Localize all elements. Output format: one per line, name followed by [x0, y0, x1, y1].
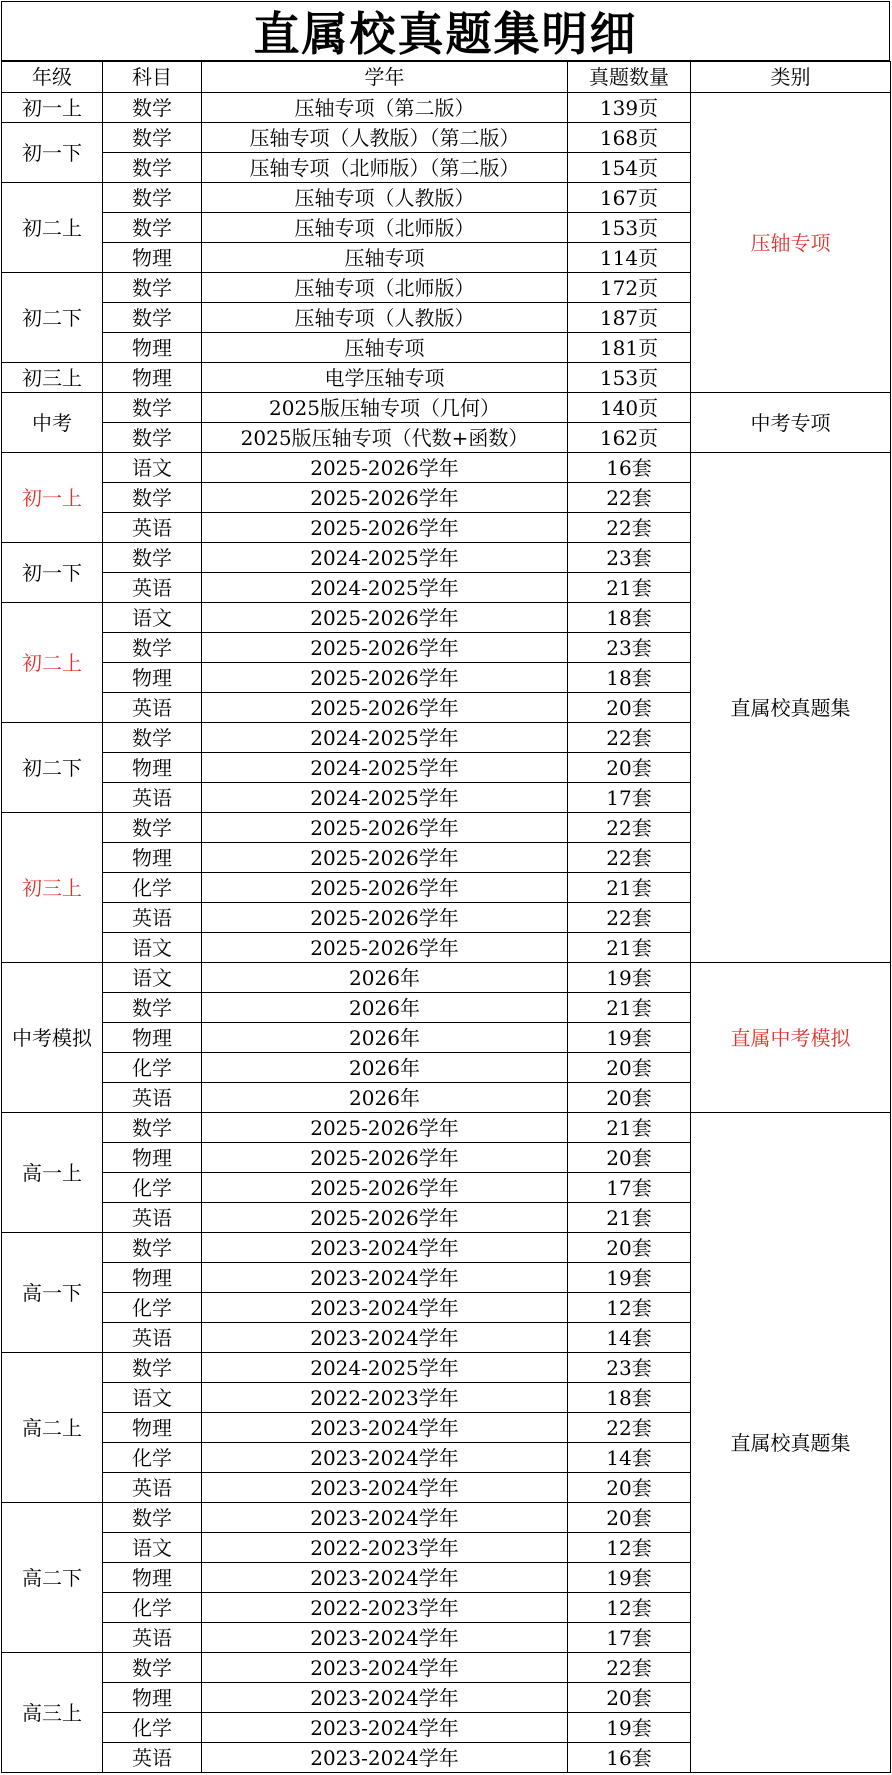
subject-cell: 物理	[103, 843, 202, 873]
school-year-cell: 压轴专项（北师版）	[202, 273, 568, 303]
grade-cell: 高一下	[2, 1233, 103, 1353]
count-cell: 21套	[568, 933, 691, 963]
subject-cell: 数学	[103, 423, 202, 453]
school-year-cell: 2025-2026学年	[202, 603, 568, 633]
school-year-cell: 压轴专项（北师版）（第二版）	[202, 153, 568, 183]
subject-cell: 英语	[103, 513, 202, 543]
subject-cell: 数学	[103, 393, 202, 423]
subject-cell: 语文	[103, 933, 202, 963]
category-cell: 中考专项	[691, 393, 891, 453]
subject-cell: 数学	[103, 1113, 202, 1143]
subject-cell: 数学	[103, 93, 202, 123]
subject-cell: 英语	[103, 1743, 202, 1773]
subject-cell: 物理	[103, 363, 202, 393]
grade-cell: 初二上	[2, 183, 103, 273]
subject-cell: 化学	[103, 1053, 202, 1083]
subject-cell: 化学	[103, 1443, 202, 1473]
header-category: 类别	[691, 62, 891, 93]
subject-cell: 数学	[103, 213, 202, 243]
school-year-cell: 压轴专项（人教版）	[202, 183, 568, 213]
school-year-cell: 2023-2024学年	[202, 1443, 568, 1473]
school-year-cell: 2026年	[202, 963, 568, 993]
page-title: 直属校真题集明细	[1, 1, 890, 61]
school-year-cell: 2024-2025学年	[202, 543, 568, 573]
school-year-cell: 压轴专项（人教版）（第二版）	[202, 123, 568, 153]
subject-cell: 数学	[103, 153, 202, 183]
school-year-cell: 2023-2024学年	[202, 1563, 568, 1593]
school-year-cell: 2025版压轴专项（代数+函数）	[202, 423, 568, 453]
subject-cell: 数学	[103, 1503, 202, 1533]
table-row	[2, 1113, 891, 1143]
school-year-cell: 2022-2023学年	[202, 1533, 568, 1563]
count-cell: 19套	[568, 1263, 691, 1293]
count-cell: 22套	[568, 903, 691, 933]
subject-cell: 数学	[103, 273, 202, 303]
grade-cell: 中考	[2, 393, 103, 453]
count-cell: 22套	[568, 513, 691, 543]
count-cell: 17套	[568, 1623, 691, 1653]
count-cell: 23套	[568, 1353, 691, 1383]
school-year-cell: 2022-2023学年	[202, 1593, 568, 1623]
category-cell: 直属中考模拟	[691, 963, 891, 1113]
count-cell: 20套	[568, 1233, 691, 1263]
subject-cell: 物理	[103, 1023, 202, 1053]
school-year-cell: 2024-2025学年	[202, 1353, 568, 1383]
count-cell: 22套	[568, 813, 691, 843]
count-cell: 22套	[568, 483, 691, 513]
subject-cell: 数学	[103, 1653, 202, 1683]
count-cell: 19套	[568, 1023, 691, 1053]
school-year-cell: 压轴专项（北师版）	[202, 213, 568, 243]
school-year-cell: 2023-2024学年	[202, 1263, 568, 1293]
count-cell: 167页	[568, 183, 691, 213]
count-cell: 140页	[568, 393, 691, 423]
school-year-cell: 压轴专项（人教版）	[202, 303, 568, 333]
school-year-cell: 压轴专项	[202, 243, 568, 273]
grade-cell: 初二下	[2, 723, 103, 813]
grade-cell: 初一下	[2, 543, 103, 603]
count-cell: 22套	[568, 723, 691, 753]
grade-cell: 初二上	[2, 603, 103, 723]
count-cell: 12套	[568, 1533, 691, 1563]
subject-cell: 语文	[103, 1383, 202, 1413]
subject-cell: 物理	[103, 243, 202, 273]
count-cell: 23套	[568, 543, 691, 573]
count-cell: 22套	[568, 1653, 691, 1683]
school-year-cell: 2023-2024学年	[202, 1413, 568, 1443]
grade-cell: 初二下	[2, 273, 103, 363]
count-cell: 168页	[568, 123, 691, 153]
subject-cell: 数学	[103, 993, 202, 1023]
grade-cell: 高二上	[2, 1353, 103, 1503]
school-year-cell: 2023-2024学年	[202, 1623, 568, 1653]
school-year-cell: 2025-2026学年	[202, 933, 568, 963]
subject-cell: 英语	[103, 783, 202, 813]
subject-cell: 英语	[103, 1473, 202, 1503]
count-cell: 19套	[568, 1563, 691, 1593]
subject-cell: 数学	[103, 1353, 202, 1383]
school-year-cell: 电学压轴专项	[202, 363, 568, 393]
school-year-cell: 2023-2024学年	[202, 1713, 568, 1743]
grade-cell: 初一上	[2, 453, 103, 543]
count-cell: 20套	[568, 753, 691, 783]
header-count: 真题数量	[568, 62, 691, 93]
count-cell: 16套	[568, 453, 691, 483]
school-year-cell: 2026年	[202, 993, 568, 1023]
subject-cell: 数学	[103, 303, 202, 333]
school-year-cell: 2023-2024学年	[202, 1653, 568, 1683]
subject-cell: 物理	[103, 1143, 202, 1173]
category-cell: 压轴专项	[691, 93, 891, 393]
school-year-cell: 2023-2024学年	[202, 1503, 568, 1533]
category-cell: 直属校真题集	[691, 453, 891, 963]
school-year-cell: 2024-2025学年	[202, 723, 568, 753]
table-row	[2, 393, 891, 423]
school-year-cell: 2025-2026学年	[202, 1173, 568, 1203]
header-grade: 年级	[2, 62, 103, 93]
subject-cell: 英语	[103, 1623, 202, 1653]
school-year-cell: 2024-2025学年	[202, 783, 568, 813]
subject-cell: 语文	[103, 603, 202, 633]
count-cell: 172页	[568, 273, 691, 303]
subject-cell: 数学	[103, 723, 202, 753]
subject-cell: 化学	[103, 1593, 202, 1623]
subject-cell: 数学	[103, 123, 202, 153]
subject-cell: 物理	[103, 1263, 202, 1293]
count-cell: 153页	[568, 363, 691, 393]
count-cell: 18套	[568, 1383, 691, 1413]
school-year-cell: 压轴专项	[202, 333, 568, 363]
count-cell: 21套	[568, 573, 691, 603]
table-body	[2, 93, 891, 1773]
subject-cell: 化学	[103, 1173, 202, 1203]
count-cell: 20套	[568, 693, 691, 723]
school-year-cell: 2023-2024学年	[202, 1683, 568, 1713]
count-cell: 16套	[568, 1743, 691, 1773]
subject-cell: 数学	[103, 543, 202, 573]
table-row	[2, 963, 891, 993]
subject-cell: 化学	[103, 1293, 202, 1323]
count-cell: 21套	[568, 1113, 691, 1143]
school-year-cell: 2025-2026学年	[202, 483, 568, 513]
count-cell: 162页	[568, 423, 691, 453]
school-year-cell: 2025-2026学年	[202, 663, 568, 693]
subject-cell: 数学	[103, 1233, 202, 1263]
school-year-cell: 2025版压轴专项（几何）	[202, 393, 568, 423]
grade-cell: 初三上	[2, 813, 103, 963]
count-cell: 20套	[568, 1143, 691, 1173]
count-cell: 21套	[568, 993, 691, 1023]
school-year-cell: 2026年	[202, 1053, 568, 1083]
count-cell: 19套	[568, 963, 691, 993]
grade-cell: 高二下	[2, 1503, 103, 1653]
count-cell: 22套	[568, 1413, 691, 1443]
grade-cell: 高一上	[2, 1113, 103, 1233]
school-year-cell: 2023-2024学年	[202, 1233, 568, 1263]
count-cell: 14套	[568, 1323, 691, 1353]
count-cell: 187页	[568, 303, 691, 333]
school-year-cell: 2025-2026学年	[202, 1113, 568, 1143]
school-year-cell: 2025-2026学年	[202, 903, 568, 933]
count-cell: 153页	[568, 213, 691, 243]
school-year-cell: 2025-2026学年	[202, 633, 568, 663]
subject-cell: 语文	[103, 1533, 202, 1563]
subject-cell: 语文	[103, 453, 202, 483]
subject-cell: 英语	[103, 1323, 202, 1353]
school-year-cell: 2025-2026学年	[202, 843, 568, 873]
subject-cell: 英语	[103, 903, 202, 933]
grade-cell: 初三上	[2, 363, 103, 393]
subject-cell: 英语	[103, 1203, 202, 1233]
subject-cell: 物理	[103, 1563, 202, 1593]
count-cell: 12套	[568, 1593, 691, 1623]
school-year-cell: 2024-2025学年	[202, 573, 568, 603]
count-cell: 17套	[568, 783, 691, 813]
subject-cell: 化学	[103, 1713, 202, 1743]
header-row	[2, 62, 891, 93]
subject-cell: 物理	[103, 333, 202, 363]
count-cell: 19套	[568, 1713, 691, 1743]
count-cell: 23套	[568, 633, 691, 663]
school-year-cell: 2026年	[202, 1083, 568, 1113]
subject-cell: 数学	[103, 633, 202, 663]
school-year-cell: 2023-2024学年	[202, 1293, 568, 1323]
count-cell: 22套	[568, 843, 691, 873]
school-year-cell: 2025-2026学年	[202, 873, 568, 903]
school-year-cell: 2024-2025学年	[202, 753, 568, 783]
school-year-cell: 2026年	[202, 1023, 568, 1053]
count-cell: 20套	[568, 1083, 691, 1113]
grade-cell: 中考模拟	[2, 963, 103, 1113]
count-cell: 18套	[568, 663, 691, 693]
count-cell: 20套	[568, 1503, 691, 1533]
subject-cell: 英语	[103, 1083, 202, 1113]
school-year-cell: 2025-2026学年	[202, 1143, 568, 1173]
school-year-cell: 2023-2024学年	[202, 1743, 568, 1773]
count-cell: 114页	[568, 243, 691, 273]
detail-table	[1, 61, 891, 1773]
count-cell: 21套	[568, 1203, 691, 1233]
grade-cell: 高三上	[2, 1653, 103, 1773]
header-school-year: 学年	[202, 62, 568, 93]
count-cell: 18套	[568, 603, 691, 633]
school-year-cell: 2025-2026学年	[202, 453, 568, 483]
subject-cell: 语文	[103, 963, 202, 993]
grade-cell: 初一上	[2, 93, 103, 123]
count-cell: 14套	[568, 1443, 691, 1473]
subject-cell: 物理	[103, 753, 202, 783]
count-cell: 20套	[568, 1473, 691, 1503]
header-subject: 科目	[103, 62, 202, 93]
count-cell: 139页	[568, 93, 691, 123]
school-year-cell: 2022-2023学年	[202, 1383, 568, 1413]
school-year-cell: 2025-2026学年	[202, 513, 568, 543]
spreadsheet	[1, 1, 891, 1773]
count-cell: 20套	[568, 1683, 691, 1713]
subject-cell: 数学	[103, 813, 202, 843]
table-row	[2, 93, 891, 123]
count-cell: 181页	[568, 333, 691, 363]
school-year-cell: 2025-2026学年	[202, 693, 568, 723]
school-year-cell: 2025-2026学年	[202, 813, 568, 843]
subject-cell: 物理	[103, 1413, 202, 1443]
subject-cell: 数学	[103, 483, 202, 513]
school-year-cell: 压轴专项（第二版）	[202, 93, 568, 123]
subject-cell: 物理	[103, 1683, 202, 1713]
school-year-cell: 2023-2024学年	[202, 1473, 568, 1503]
count-cell: 21套	[568, 873, 691, 903]
count-cell: 17套	[568, 1173, 691, 1203]
subject-cell: 化学	[103, 873, 202, 903]
table-row	[2, 453, 891, 483]
subject-cell: 物理	[103, 663, 202, 693]
school-year-cell: 2023-2024学年	[202, 1323, 568, 1353]
count-cell: 12套	[568, 1293, 691, 1323]
grade-cell: 初一下	[2, 123, 103, 183]
category-cell: 直属校真题集	[691, 1113, 891, 1773]
subject-cell: 英语	[103, 573, 202, 603]
subject-cell: 英语	[103, 693, 202, 723]
subject-cell: 数学	[103, 183, 202, 213]
school-year-cell: 2025-2026学年	[202, 1203, 568, 1233]
count-cell: 154页	[568, 153, 691, 183]
count-cell: 20套	[568, 1053, 691, 1083]
